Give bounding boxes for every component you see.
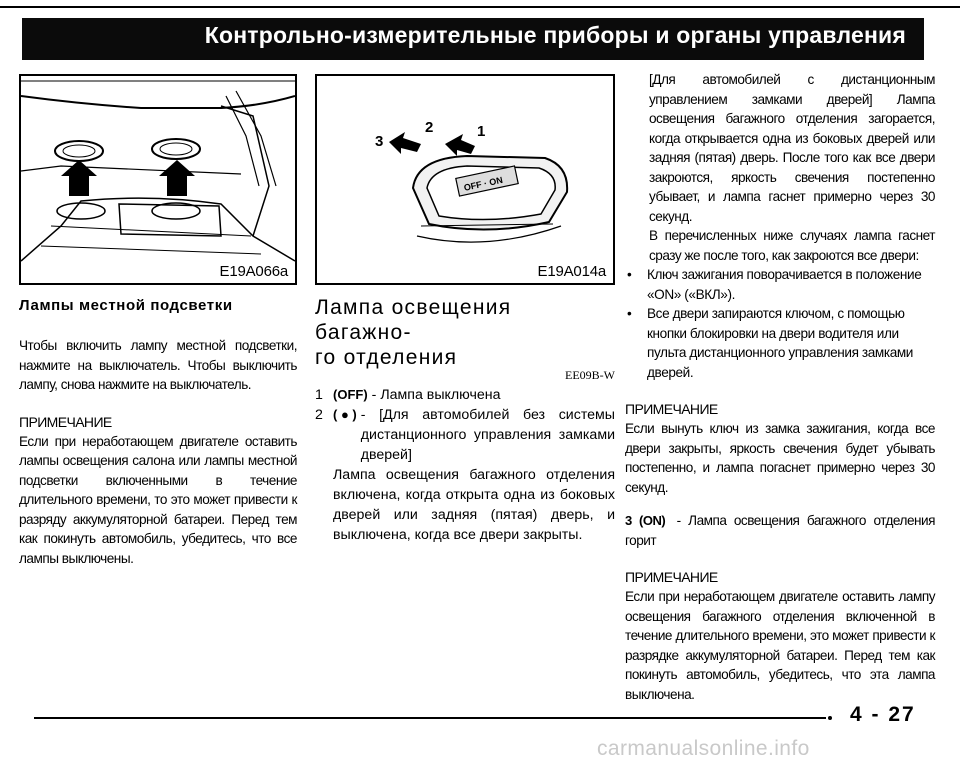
right-column (625, 70, 935, 704)
cargo-lamp-drawing (317, 76, 613, 283)
figure-code: E19A014a (537, 263, 606, 280)
cargo-lamp-illustration (315, 74, 615, 285)
arrow-icon (445, 134, 475, 156)
section-header-bar (22, 18, 924, 60)
top-rule (0, 6, 960, 8)
door-symbol: ( ● ) (333, 407, 357, 422)
switch-markings: OFF · ON (462, 174, 504, 193)
watermark: carmanualsonline.info (597, 737, 810, 760)
note-text: Если при неработающем двигателе оставить лампы освещения салона или лампы местной подсветки включенными в течение длительного времени, то это может привести к разряду аккумуляторной батареи. Перед тем как покинуть автомобиль, убедитесь, что все лампы выключены. (19, 433, 297, 566)
bullet-text: Ключ зажигания поворачивается в положение «ON» («ВКЛ»). (647, 267, 922, 302)
item-door (315, 405, 615, 465)
position-label-2: 2 (425, 119, 434, 136)
bullet-ignition: • Ключ зажигания поворачивается в положение «ON» («ВКЛ»). (625, 265, 935, 304)
section-title: Контрольно-измерительные приборы и органы управления (204, 22, 906, 48)
note-title: ПРИМЕЧАНИЕ (625, 401, 718, 417)
left-column (19, 74, 297, 568)
remote-control-paragraph: [Для автомобилей с дистанционным управлением замками дверей] Лампа освещения багажного отделения загорается, когда открывается одна из боковых дверей или задняя (пятая) дверь. После того как все двери закроются, яркость свечения постепенно убывает, и лампа гаснет примерно через 30 секунд. (649, 72, 935, 224)
map-lamps-drawing (21, 76, 295, 283)
bullet-lock: • Все двери запираются ключом, с помощью кнопки блокировки на двери водителя или пульта дистанционного управления замками дверей. (625, 304, 935, 382)
bullet-text: Все двери запираются ключом, с помощью кнопки блокировки на двери водителя или пульта дистанционного управления замками дверей. (647, 306, 913, 380)
map-lamps-heading: Лампы местной подсветки (19, 297, 233, 314)
note-title: ПРИМЕЧАНИЕ (625, 569, 718, 585)
arrow-icon (389, 132, 421, 154)
map-lamps-paragraph: Чтобы включить лампу местной подсветки, нажмите на выключатель. Чтобы выключить лампу, снова нажмите на выключатель. (19, 338, 297, 392)
off-symbol: (OFF) (333, 387, 368, 402)
bottom-rule (34, 717, 826, 719)
figure-code: E19A066a (219, 263, 288, 280)
cargo-lamp-heading-line1: Лампа освещения багажно- (315, 296, 512, 344)
bottom-rule-dot (828, 716, 832, 720)
note-text: Если при неработающем двигателе оставить лампу освещения багажного отделения включенной в течение длительного времени, это может привести к разрядке аккумуляторной батареи. Перед тем как покинуть автомобиль, убедитесь, что эта лампа выключена. (625, 589, 935, 702)
item-door-details: Лампа освещения багажного отделения включена, когда открыта одна из боковых дверей или задняя (пятая) дверь, и выключена, когда все двери закрыты. (333, 467, 615, 543)
cases-paragraph: В перечисленных ниже случаях лампа гаснет сразу же после того, как закроются все двери: (649, 228, 935, 263)
map-lamps-illustration (19, 74, 297, 285)
item-number: 1 (315, 387, 323, 403)
note-text: Если вынуть ключ из замка зажигания, когда все двери закрыты, яркость свечения будет убывать постепенно, и лампа погаснет примерно через 30 секунд. (625, 421, 935, 495)
on-symbol: 3 (ON) (625, 513, 666, 528)
item-on (625, 511, 935, 550)
position-label-1: 1 (477, 123, 486, 140)
page-number: 4 - 27 (850, 703, 916, 726)
item-text: - Лампа освещения багажного отделения горит (625, 513, 935, 548)
note-title: ПРИМЕЧАНИЕ (19, 413, 112, 430)
item-number: 2 (315, 407, 323, 423)
position-label-3: 3 (375, 133, 384, 150)
middle-column (315, 74, 615, 545)
item-text: - [Для автомобилей без системы дистанционного управления замками дверей] (360, 407, 615, 463)
item-text: - Лампа выключена (371, 387, 501, 403)
cargo-lamp-heading-line2: го отделения (315, 346, 458, 369)
section-code: EE09B-W (565, 368, 615, 382)
item-off (315, 385, 615, 405)
